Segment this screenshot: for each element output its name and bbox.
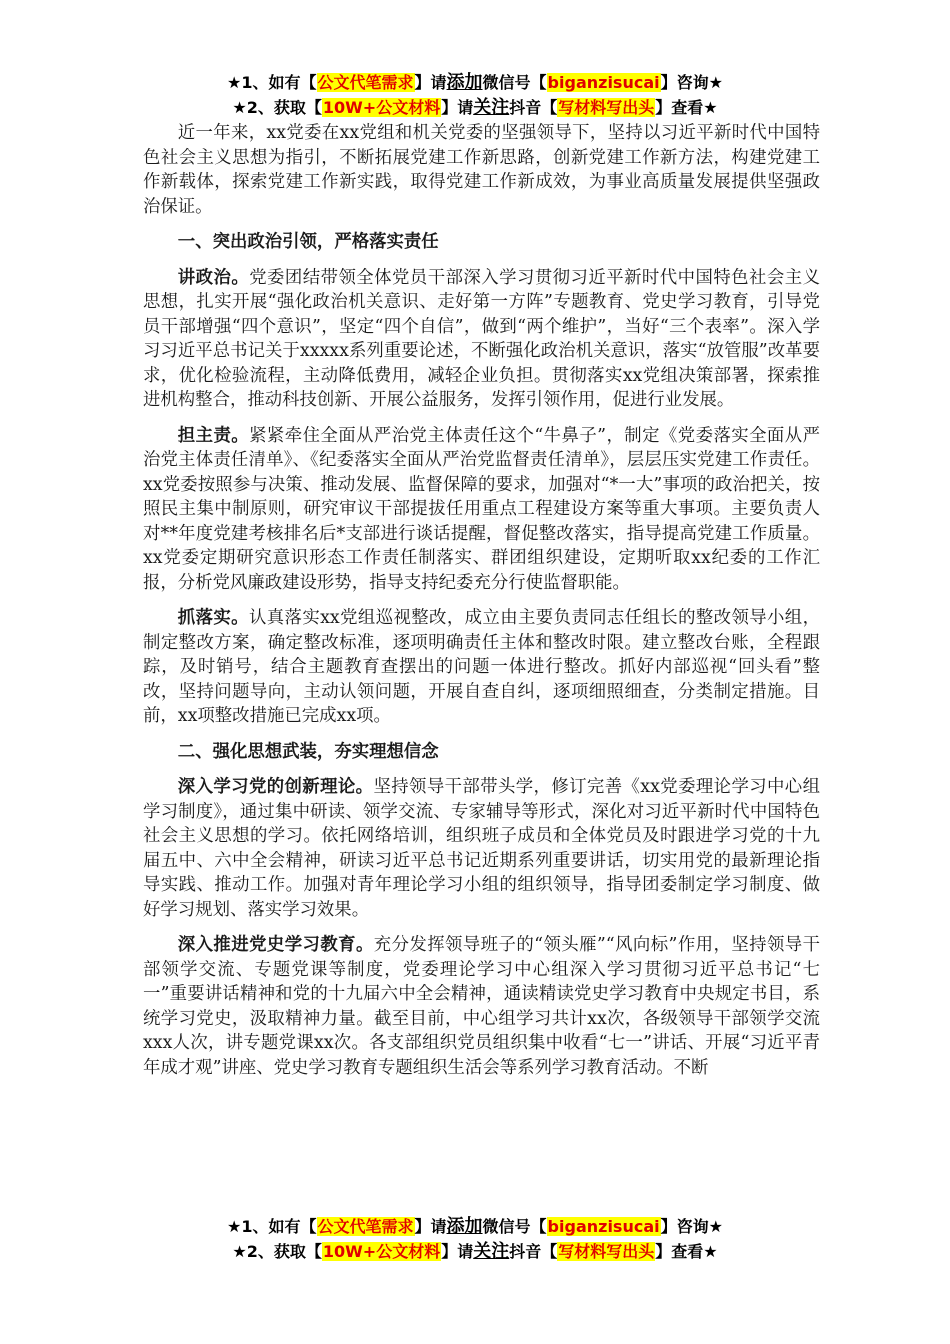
- promo-text: 微信号【: [482, 73, 547, 92]
- wechat-id: biganzisucai: [547, 73, 660, 92]
- promo-text: 】咨询★: [660, 73, 723, 92]
- paragraph: [143, 266, 820, 413]
- promo-text: 微信号【: [482, 1217, 547, 1236]
- paragraph-lead: 深入学习党的创新理论。: [177, 777, 374, 797]
- underlined-text: 添加: [446, 72, 483, 93]
- douyin-id: 写材料写出头: [558, 1242, 655, 1261]
- promo-line-2: [0, 95, 950, 120]
- paragraph-text: 紧紧牵住全面从严治党主体责任这个“牛鼻子”，制定《党委落实全面从严治党主体责任清单》、《纪委落实全面从严治党监督责任清单》，层层压实党建工作责任。xx党委按照参与决策、推动发展、监督保障的要求，加强对“*一大”事项的政治把关，按照民主集中制原则，研究审议干部提拔任用重点工程建设方案等重大事项。主要负责人对**年度党建考核排名后*支部进行谈话提醒，督促整改落实，指导提高党建工作质量。xx党委定期研究意识形态工作责任制落实、群团组织建设，定期听取xx纪委的工作汇报，分析党风廉政建设形势，指导支持纪委充分行使监督职能。: [143, 425, 820, 593]
- underlined-text: 关注: [473, 97, 510, 118]
- promo-text: 】请: [441, 98, 474, 117]
- paragraph: [143, 424, 820, 596]
- paragraph-lead: 抓落实。: [177, 608, 249, 628]
- promo-line-1: [0, 1214, 950, 1239]
- promo-banner-top: [0, 70, 950, 120]
- promo-text: 】咨询★: [660, 1217, 723, 1236]
- section-heading-1: 一、突出政治引领，严格落实责任: [177, 232, 439, 252]
- intro-paragraph: 近一年来，xx党委在xx党组和机关党委的坚强领导下，坚持以习近平新时代中国特色社会主义思想为指引，不断拓展党建工作新思路，创新党建工作新方法，构建党建工作新载体，探索党建工作新实践，取得党建工作新成效，为事业高质量发展提供坚强政治保证。: [143, 123, 820, 217]
- paragraph-text: 充分发挥领导班子的“领头雁”“风向标”作用，坚持领导干部领学交流、专题党课等制度，党委理论学习中心组深入学习贯彻习近平总书记“七一”重要讲话精神和党的十九届六中全会精神，通读精读党史学习教育中央规定书目，系统学习党史，汲取精神力量。截至目前，中心组学习共计xx次，各级领导干部领学交流xxx人次，讲专题党课xx次。各支部组织党员组织集中收看“七一”讲话、开展“习近平青年成才观”讲座、党史学习教育专题组织生活会等系列学习教育活动。不断: [143, 935, 820, 1078]
- underlined-text: 关注: [473, 1241, 510, 1262]
- paragraph-lead: 深入推进党史学习教育。: [177, 935, 374, 955]
- paragraph-text: 坚持领导干部带头学，修订完善《xx党委理论学习中心组学习制度》，通过集中研读、领学交流、专家辅导等形式，深化对习近平新时代中国特色社会主义思想的学习。依托网络培训，组织班子成员和全体党员及时跟进学习党的十九届五中、六中全会精神，研读习近平总书记近期系列重要讲话，切实用党的最新理论指导实践、推动工作。加强对青年理论学习小组的组织领导，指导团委制定学习制度、做好学习规划、落实学习效果。: [143, 777, 820, 920]
- paragraph: [143, 933, 820, 1080]
- promo-text: 抖音【: [509, 1242, 558, 1261]
- promo-text: 】请: [414, 1217, 447, 1236]
- promo-banner-bottom: [0, 1214, 950, 1264]
- paragraph-text: 认真落实xx党组巡视整改，成立由主要负责同志任组长的整改领导小组，制定整改方案，确定整改标准，逐项明确责任主体和整改时限。建立整改台账，全程跟踪，及时销号，结合主题教育查摆出的问题一体进行整改。抓好内部巡视“回头看”整改，坚持问题导向，主动认领问题，开展自查自纠，逐项细照细查，分类制定措施。目前，xx项整改措施已完成xx项。: [143, 608, 820, 726]
- paragraph: [143, 606, 820, 729]
- paragraph-lead: 讲政治。: [177, 267, 250, 288]
- promo-text: ★2、获取【: [232, 98, 322, 117]
- paragraph-text: 党委团结带领全体党员干部深入学习贯彻习近平新时代中国特色社会主义思想，扎实开展“强化政治机关意识、走好第一方阵”专题教育、党史学习教育，引导党员干部增强“四个意识”，坚定“四个自信”，做到“两个维护”，当好“三个表率”。深入学习习近平总书记关于xxxxx系列重要论述，不断强化政治机关意识，落实“放管服”改革要求，优化检验流程，主动降低费用，减轻企业负担。贯彻落实xx党组决策部署，探索推进机构整合，推动科技创新、开展公益服务，发挥引领作用，促进行业发展。: [143, 267, 820, 410]
- promo-text: 】请: [414, 73, 447, 92]
- promo-text: 】查看★: [655, 98, 718, 117]
- paragraph: [143, 775, 820, 922]
- promo-text: 】查看★: [655, 1242, 718, 1261]
- section-heading-2: 二、强化思想武装，夯实理想信念: [177, 741, 439, 762]
- promo-text: 抖音【: [509, 98, 558, 117]
- document-body: [143, 121, 820, 1080]
- promo-text: ★1、如有【: [227, 1217, 317, 1236]
- underlined-text: 添加: [446, 1216, 483, 1237]
- promo-line-1: [0, 70, 950, 95]
- douyin-id: 写材料写出头: [558, 98, 655, 117]
- paragraph-lead: 担主责。: [177, 425, 250, 446]
- wechat-id: biganzisucai: [547, 1217, 660, 1236]
- promo-text: ★1、如有【: [227, 73, 317, 92]
- highlight-tag: 公文代笔需求: [317, 1217, 414, 1236]
- highlight-tag: 10W+公文材料: [322, 1242, 441, 1261]
- highlight-tag: 公文代笔需求: [317, 73, 414, 92]
- highlight-tag: 10W+公文材料: [322, 98, 441, 117]
- promo-text: 】请: [441, 1242, 474, 1261]
- promo-text: ★2、获取【: [232, 1242, 322, 1261]
- promo-line-2: [0, 1239, 950, 1264]
